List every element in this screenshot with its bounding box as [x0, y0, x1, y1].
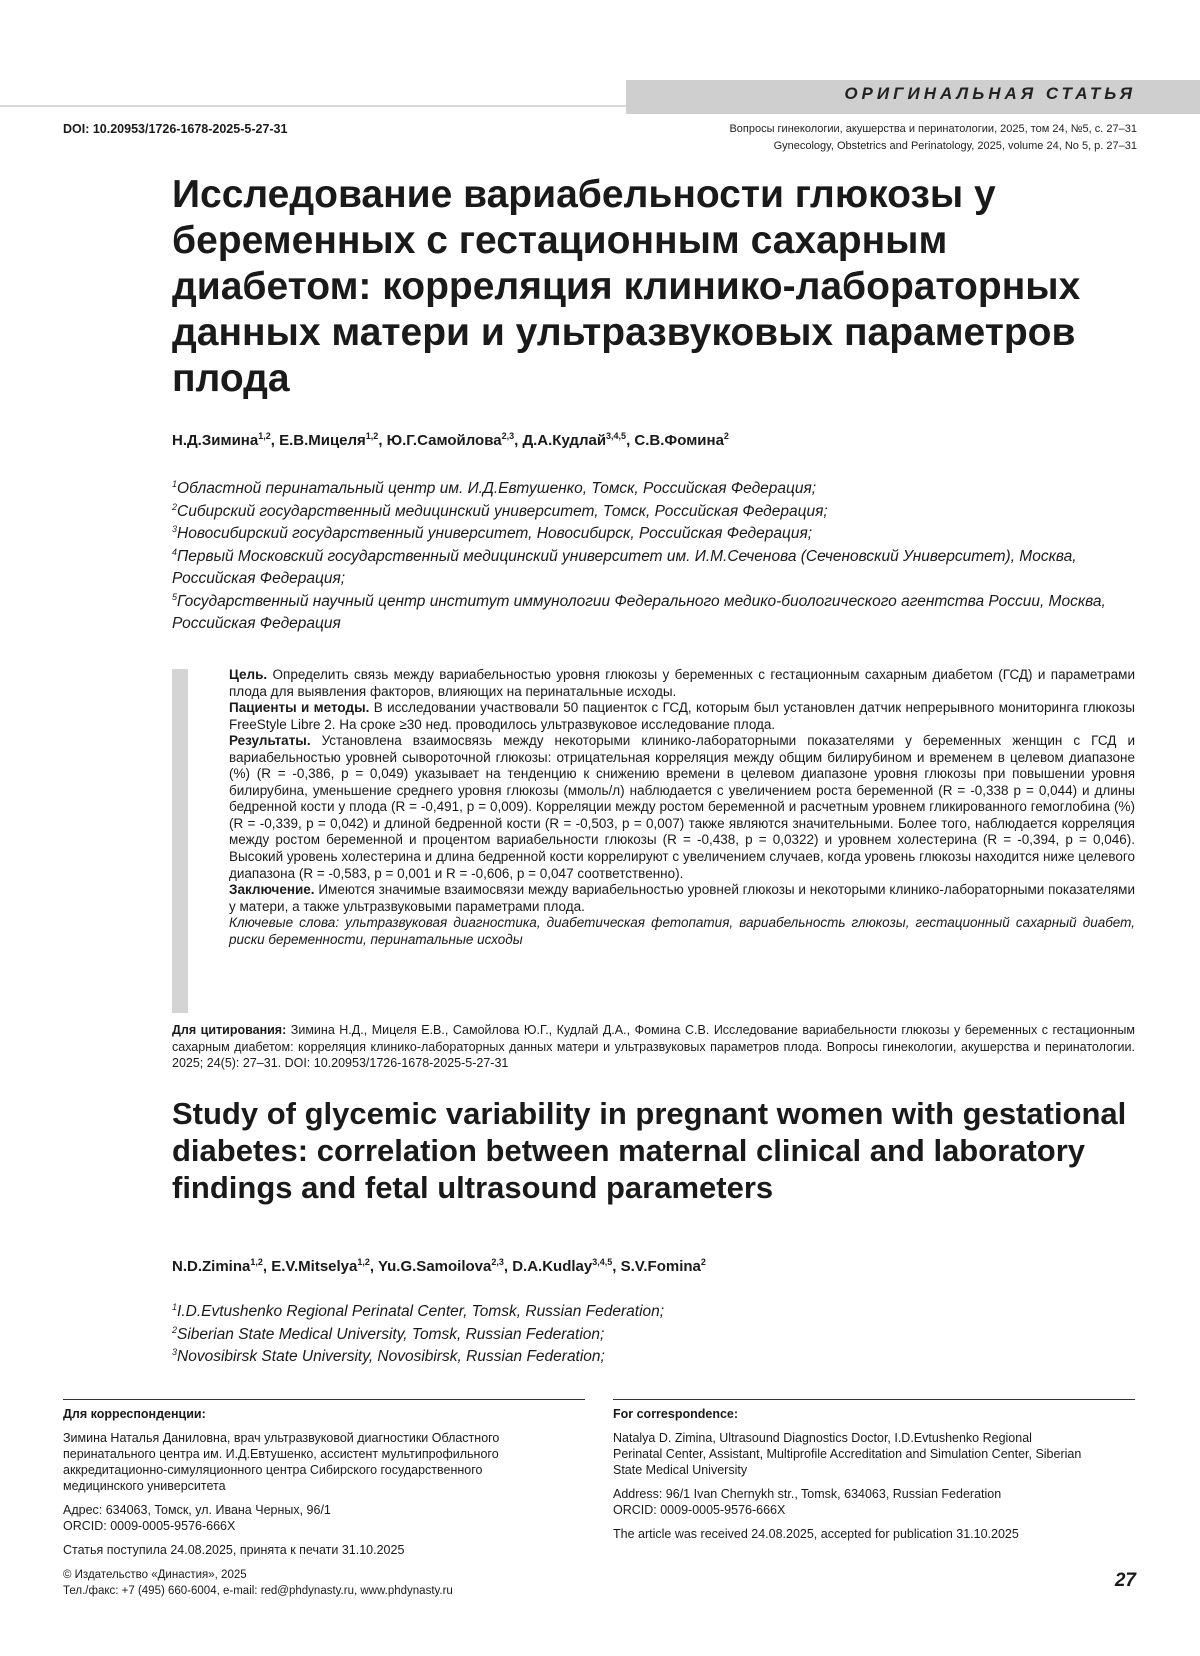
- article-title-en: Study of glycemic variability in pregnant women with gestational diabetes: correlation between maternal clinical and laboratory findings and fetal ultrasound parameters: [172, 1096, 1127, 1205]
- author-separator: ,: [262, 1258, 272, 1275]
- author-affil-sup: 3,4,5: [606, 431, 627, 441]
- affiliation: [172, 478, 1152, 501]
- keywords-text: ультразвуковая диагностика, диабетическая фетопатия, вариабельность глюкозы, гестационный сахарный диабет, риски беременности, перинатальные исходы: [229, 915, 1136, 947]
- footer: [63, 1567, 453, 1599]
- author: [378, 1258, 512, 1275]
- doi: DOI: 10.20953/1726-1678-2025-5-27-31: [63, 122, 288, 136]
- correspondence-person: Natalya D. Zimina, Ultrasound Diagnostics Doctor, I.D.Evtushenko Regional Perinatal Center, Assistant, Multiprofile Accreditation and Simulation Center, Siberian State Medical University: [613, 1431, 1082, 1477]
- author-affil-sup: 1,2: [365, 431, 379, 441]
- abstract-results-label: Результаты.: [229, 733, 311, 749]
- publisher-contacts: Тел./факс: +7 (495) 660-6004, e-mail: red@phdynasty.ru, www.phdynasty.ru: [63, 1585, 453, 1597]
- author-separator: ,: [514, 432, 523, 449]
- abstract-methods: [229, 700, 1135, 733]
- author: [522, 432, 634, 449]
- author-name: S.V.Fomina: [620, 1258, 701, 1275]
- affiliation-text: Новосибирский государственный университет, Новосибирск, Российская Федерация;: [177, 525, 813, 542]
- affiliation-num: 2: [172, 1324, 178, 1335]
- author-affil-sup: 1,2: [250, 1257, 263, 1267]
- author-name: Н.Д.Зимина: [172, 432, 259, 449]
- correspondence-address: Address: 96/1 Ivan Chernykh str., Tomsk, 634063, Russian Federation: [613, 1487, 1002, 1501]
- author-affil-sup: 1,2: [357, 1257, 370, 1267]
- abstract-conclusion-label: Заключение.: [229, 882, 315, 898]
- correspondence-en: [613, 1406, 1083, 1542]
- abstract-aim-text: Определить связь между вариабельностью уровня глюкозы у беременных с гестационным сахарным диабетом (ГСД) и параметрами плода для выявления факторов, влияющих на перинатальные исходы.: [229, 667, 1135, 699]
- affiliation-num: 1: [172, 478, 178, 489]
- author-name: D.A.Kudlay: [512, 1258, 593, 1275]
- correspondence-en-rule: [613, 1399, 1135, 1400]
- keywords-label: Ключевые слова:: [229, 915, 340, 931]
- affiliation-num: 2: [172, 501, 178, 512]
- affiliation: [172, 591, 1152, 636]
- affiliation-text: Сибирский государственный медицинский университет, Томск, Российская Федерация;: [177, 502, 828, 520]
- affiliation: [172, 501, 1152, 524]
- author-name: E.V.Mitselya: [271, 1258, 358, 1275]
- author: [387, 432, 523, 449]
- affiliations-ru: [172, 478, 1152, 636]
- affiliation-text: Государственный научный центр институт иммунологии Федерального медико-биологического агентства России, Москва, Российская Федерация: [172, 592, 1106, 632]
- article-title-ru: Исследование вариабельности глюкозы у беременных с гестационным сахарным диабетом: корреляция клинико-лабораторных данных матери и ультразвуковых параметров плода: [172, 173, 1081, 400]
- abstract-methods-label: Пациенты и методы.: [229, 700, 370, 716]
- affiliation-text: I.D.Evtushenko Regional Perinatal Center, Tomsk, Russian Federation;: [177, 1303, 665, 1320]
- correspondence-heading: For correspondence:: [613, 1407, 739, 1421]
- citation: [172, 1022, 1135, 1072]
- abstract-keywords: [229, 915, 1135, 948]
- author-name: С.В.Фомина: [634, 432, 724, 449]
- correspondence-person: Зимина Наталья Даниловна, врач ультразвуковой диагностики Областного перинатального центра им. И.Д.Евтушенко, ассистент мультипрофильного аккредитационно-симуляционного центра Сибирского государственного медицинского университета: [63, 1431, 500, 1493]
- author-name: Ю.Г.Самойлова: [386, 432, 502, 449]
- journal-info: [729, 121, 1137, 155]
- author-affil-sup: 2,3: [501, 431, 515, 441]
- author-affil-sup: 2,3: [491, 1257, 504, 1267]
- author-name: Yu.G.Samoilova: [377, 1258, 492, 1275]
- author-separator: ,: [378, 432, 387, 449]
- correspondence-heading: Для корреспонденции:: [63, 1407, 206, 1421]
- abstract-conclusion-text: Имеются значимые взаимосвязи между вариабельностью уровней глюкозы и некоторыми клинико-лабораторными показателями у матери, а также ультразвуковыми параметрами плода.: [229, 882, 1135, 914]
- author: [621, 1258, 706, 1275]
- affiliation: [172, 546, 1152, 591]
- citation-text: Зимина Н.Д., Мицеля Е.В., Самойлова Ю.Г., Кудлай Д.А., Фомина С.В. Исследование вариабельности глюкозы у беременных с гестационным сахарным диабетом: корреляция клинико-лабораторных данных матери и ультразвуковых параметров плода. Вопросы гинекологии, акушерства и перинатологии. 2025; 24(5): 27–31. DOI: 10.20953/1726-1678-2025-5-27-31: [172, 1023, 1135, 1070]
- abstract: [229, 667, 1135, 948]
- abstract-methods-text: В исследовании участвовали 50 пациенток с ГСД, которым был установлен датчик непрерывного мониторинга глюкозы FreeStyle Libre 2. На сроке ≥30 нед. проводилось ультразвуковое исследование плода.: [229, 700, 1135, 732]
- affiliation-num: 4: [172, 546, 178, 557]
- author-affil-sup: 2: [723, 431, 729, 441]
- affiliations-en: [172, 1301, 1152, 1369]
- abstract-results: [229, 733, 1135, 882]
- author-name: N.D.Zimina: [172, 1258, 251, 1275]
- journal-ru: Вопросы гинекологии, акушерства и перинатологии, 2025, том 24, №5, с. 27–31: [729, 123, 1137, 135]
- affiliation-text: Областной перинатальный центр им. И.Д.Евтушенко, Томск, Российская Федерация;: [177, 480, 817, 497]
- author: [172, 432, 279, 449]
- affiliation-num: 3: [172, 1346, 178, 1357]
- author: [634, 432, 729, 449]
- author-affil-sup: 3,4,5: [592, 1257, 613, 1267]
- section-label: ОРИГИНАЛЬНАЯ СТАТЬЯ: [844, 84, 1136, 103]
- copyright: © Издательство «Династия», 2025: [63, 1569, 247, 1581]
- affiliation-num: 5: [172, 591, 178, 602]
- abstract-conclusion: [229, 882, 1135, 915]
- author: [512, 1258, 620, 1275]
- affiliation: [172, 523, 1152, 546]
- authors-en: [172, 1258, 706, 1275]
- correspondence-ru-rule: [63, 1399, 585, 1400]
- correspondence-orcid: ORCID: 0009-0005-9576-666X: [63, 1519, 236, 1533]
- correspondence-ru: [63, 1406, 513, 1558]
- author-name: Е.В.Мицеля: [279, 432, 366, 449]
- author-separator: ,: [612, 1258, 621, 1275]
- affiliation: [172, 1301, 1152, 1324]
- author: [279, 432, 387, 449]
- affiliation-text: Siberian State Medical University, Tomsk, Russian Federation;: [177, 1325, 605, 1343]
- author-separator: ,: [270, 432, 280, 449]
- abstract-results-text: Установлена взаимосвязь между некоторыми клинико-лабораторными показателями у беременных женщин с ГСД и вариабельностью уровней сывороточной глюкозы: отрицательная корреляция между общим билирубином и временем в целевом диапазоне (%) (R = -0,386, p = 0,049) указывает на тенденцию к снижению времени в целевом диапазоне уровня глюкозы при повышении уровня билирубина, уменьшение среднего уровня глюкозы (ммоль/л) наблюдается с увеличением роста беременной (R = -0,338 p = 0,044) и длины бедренной кости у плода (R = -0,491, p = 0,009). Корреляции между ростом беременной и расчетным уровнем гликированного гемоглобина (%) (R = -0,339, p = 0,042) и длиной бедренной кости (R = -0,503, p = 0,007) также являются значительными. Более того, наблюдается корреляция между ростом беременной и процентом вариабельности глюкозы (R = -0,438, p = 0,0322) и уровнем холестерина (R = -0,394, p = 0,046). Высокий уровень холестерина и длина бедренной кости коррелируют с увеличением случаев, когда уровень глюкозы находится ниже целевого диапазона (R = -0,583, p = 0,001 и R = -0,606, p = 0,047 соответственно).: [229, 733, 1135, 881]
- header-rule: [0, 105, 640, 107]
- abstract-sidebar: [172, 669, 188, 1013]
- abstract-aim: [229, 667, 1135, 700]
- author-name: Д.А.Кудлай: [522, 432, 607, 449]
- correspondence-dates: The article was received 24.08.2025, accepted for publication 31.10.2025: [613, 1527, 1019, 1541]
- affiliation: [172, 1324, 1152, 1347]
- author-affil-sup: 1,2: [258, 431, 271, 441]
- author-separator: ,: [369, 1258, 378, 1275]
- author-separator: ,: [626, 432, 635, 449]
- abstract-aim-label: Цель.: [229, 667, 268, 682]
- authors-ru: [172, 432, 729, 449]
- affiliation-num: 3: [172, 523, 178, 534]
- author: [271, 1258, 378, 1275]
- author-separator: ,: [503, 1258, 513, 1275]
- journal-en: Gynecology, Obstetrics and Perinatology, 2025, volume 24, No 5, p. 27–31: [773, 140, 1137, 152]
- page-number: 27: [1114, 1570, 1136, 1591]
- author-affil-sup: 2: [700, 1257, 706, 1267]
- affiliation-num: 1: [172, 1301, 178, 1312]
- correspondence-orcid: ORCID: 0009-0005-9576-666X: [613, 1503, 786, 1517]
- affiliation-text: Первый Московский государственный медицинский университет им. И.М.Сеченова (Сеченовский Университет), Москва, Российская Федерация;: [172, 547, 1077, 587]
- affiliation: [172, 1346, 1152, 1369]
- correspondence-dates: Статья поступила 24.08.2025, принята к печати 31.10.2025: [63, 1543, 405, 1557]
- affiliation-text: Novosibirsk State University, Novosibirsk, Russian Federation;: [177, 1348, 605, 1365]
- correspondence-address: Адрес: 634063, Томск, ул. Ивана Черных, 96/1: [63, 1503, 331, 1517]
- citation-label: Для цитирования:: [172, 1023, 287, 1037]
- author: [172, 1258, 271, 1275]
